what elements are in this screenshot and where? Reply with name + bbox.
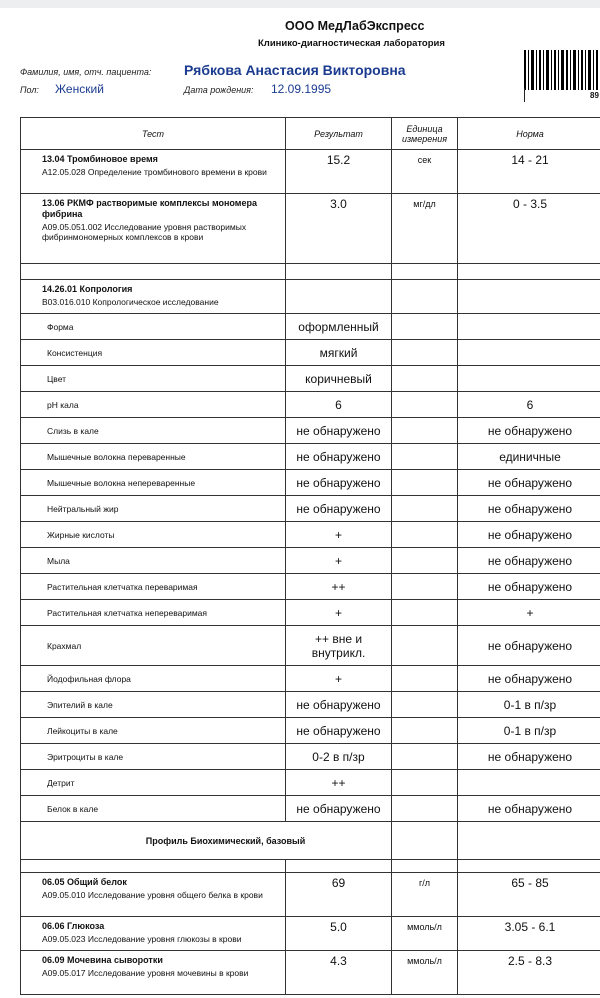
param-name: Эпителий в кале — [21, 692, 286, 718]
param-result: мягкий — [286, 340, 392, 366]
table-row — [21, 796, 600, 822]
param-norm: не обнаружено — [458, 522, 600, 548]
param-name: Жирные кислоты — [21, 522, 286, 548]
param-result: + — [286, 600, 392, 626]
table-row — [21, 692, 600, 718]
test-unit: сек — [392, 150, 458, 194]
test-code: A09.05.017 Исследование уровня мочевины в крови — [42, 968, 249, 978]
param-result: не обнаружено — [286, 796, 392, 822]
param-norm — [458, 314, 600, 340]
test-name: 06.05 Общий белок — [42, 877, 127, 887]
test-unit: ммоль/л — [392, 917, 458, 951]
col-unit: Единица измерения — [392, 118, 458, 150]
test-norm: 14 - 21 — [458, 150, 600, 194]
table-row — [21, 194, 600, 264]
param-result: ++ вне и внутрикл. — [286, 626, 392, 666]
barcode-number: 89 — [590, 91, 599, 100]
param-unit — [392, 600, 458, 626]
test-result: 5.0 — [286, 917, 392, 951]
test-result: 15.2 — [286, 150, 392, 194]
param-norm — [458, 366, 600, 392]
param-norm: единичные — [458, 444, 600, 470]
table-row — [21, 522, 600, 548]
org-name: ООО МедЛабЭкспресс — [285, 19, 425, 33]
dob-value: 12.09.1995 — [271, 82, 332, 96]
table-row — [21, 600, 600, 626]
table-row — [21, 366, 600, 392]
param-unit — [392, 340, 458, 366]
param-name: Форма — [21, 314, 286, 340]
spacer-row — [21, 264, 600, 280]
param-norm: не обнаружено — [458, 496, 600, 522]
spacer-row — [21, 860, 600, 873]
test-name: 14.26.01 Копрология — [42, 284, 133, 294]
test-code: A09.05.051.002 Исследование уровня растворимых фибринмономерных комплексов в крови — [42, 222, 247, 242]
table-row — [21, 470, 600, 496]
test-result: 69 — [286, 873, 392, 917]
param-unit — [392, 744, 458, 770]
param-name: Мыла — [21, 548, 286, 574]
test-norm: 3.05 - 6.1 — [458, 917, 600, 951]
param-unit — [392, 522, 458, 548]
patient-name: Рябкова Анастасия Викторовна — [184, 62, 406, 78]
test-name: 06.09 Мочевина сыворотки — [42, 955, 163, 965]
test-norm: 0 - 3.5 — [458, 194, 600, 264]
param-norm: не обнаружено — [458, 470, 600, 496]
param-result: ++ — [286, 574, 392, 600]
test-name: 13.04 Тромбиновое время — [42, 154, 158, 164]
test-norm: 65 - 85 — [458, 873, 600, 917]
param-name: Консистенция — [21, 340, 286, 366]
table-row — [21, 418, 600, 444]
table-row — [21, 574, 600, 600]
param-name: Мышечные волокна переваренные — [21, 444, 286, 470]
table-row — [21, 770, 600, 796]
param-name: Йодофильная флора — [21, 666, 286, 692]
test-code: A12.05.028 Определение тромбинового времени в крови — [42, 167, 267, 177]
test-unit: ммоль/л — [392, 951, 458, 995]
param-norm: 0-1 в п/зр — [458, 692, 600, 718]
table-row — [21, 340, 600, 366]
param-result: не обнаружено — [286, 718, 392, 744]
test-code: A09.05.023 Исследование уровня глюкозы в крови — [42, 934, 242, 944]
test-result: 3.0 — [286, 194, 392, 264]
param-unit — [392, 626, 458, 666]
dob-label: Дата рождения: — [184, 85, 254, 95]
patient-label: Фамилия, имя, отч. пациента: — [20, 67, 152, 77]
table-row — [21, 444, 600, 470]
table-row — [21, 548, 600, 574]
param-result: ++ — [286, 770, 392, 796]
param-name: Слизь в кале — [21, 418, 286, 444]
barcode — [524, 50, 600, 90]
param-name: Эритроциты в кале — [21, 744, 286, 770]
section-row — [21, 280, 600, 314]
param-name: Цвет — [21, 366, 286, 392]
table-row — [21, 917, 600, 951]
test-name: 06.06 Глюкоза — [42, 921, 105, 931]
param-unit — [392, 314, 458, 340]
param-unit — [392, 418, 458, 444]
param-result: коричневый — [286, 366, 392, 392]
profile-title: Профиль Биохимический, базовый — [21, 822, 392, 860]
profile-row — [21, 822, 600, 860]
test-unit: мг/дл — [392, 194, 458, 264]
param-unit — [392, 496, 458, 522]
sex-value: Женский — [55, 82, 104, 96]
table-row — [21, 392, 600, 418]
table-row — [21, 496, 600, 522]
param-name: Растительная клетчатка переваримая — [21, 574, 286, 600]
param-unit — [392, 796, 458, 822]
test-name: 13.06 РКМФ растворимые комплексы мономера фибрина — [42, 198, 257, 219]
param-name: Лейкоциты в кале — [21, 718, 286, 744]
param-result: оформленный — [286, 314, 392, 340]
param-result: + — [286, 522, 392, 548]
param-name: Мышечные волокна непереваренные — [21, 470, 286, 496]
param-norm: не обнаружено — [458, 666, 600, 692]
test-unit: г/л — [392, 873, 458, 917]
test-code: A09.05.010 Исследование уровня общего белка в крови — [42, 890, 263, 900]
param-result: не обнаружено — [286, 470, 392, 496]
param-unit — [392, 392, 458, 418]
param-norm: 6 — [458, 392, 600, 418]
param-result: не обнаружено — [286, 418, 392, 444]
test-norm: 2.5 - 8.3 — [458, 951, 600, 995]
param-norm: 0-1 в п/зр — [458, 718, 600, 744]
param-unit — [392, 366, 458, 392]
param-result: 6 — [286, 392, 392, 418]
param-result: не обнаружено — [286, 692, 392, 718]
param-name: Детрит — [21, 770, 286, 796]
param-unit — [392, 770, 458, 796]
param-unit — [392, 666, 458, 692]
param-name: Растительная клетчатка непереваримая — [21, 600, 286, 626]
sex-label: Пол: — [20, 85, 39, 95]
param-name: pH кала — [21, 392, 286, 418]
lab-name: Клинико-диагностическая лаборатория — [258, 38, 445, 49]
top-strip — [0, 0, 600, 8]
table-row — [21, 314, 600, 340]
param-result: + — [286, 548, 392, 574]
table-row — [21, 150, 600, 194]
param-norm: + — [458, 600, 600, 626]
col-result: Результат — [286, 118, 392, 150]
test-result: 4.3 — [286, 951, 392, 995]
param-unit — [392, 444, 458, 470]
param-name: Нейтральный жир — [21, 496, 286, 522]
param-norm: не обнаружено — [458, 574, 600, 600]
param-result: + — [286, 666, 392, 692]
col-norm: Норма — [458, 118, 600, 150]
param-unit — [392, 692, 458, 718]
param-norm: не обнаружено — [458, 548, 600, 574]
barcode-frame — [524, 88, 525, 102]
param-norm: не обнаружено — [458, 744, 600, 770]
table-row — [21, 626, 600, 666]
param-norm: не обнаружено — [458, 418, 600, 444]
table-row — [21, 951, 600, 995]
param-norm: не обнаружено — [458, 626, 600, 666]
table-row — [21, 873, 600, 917]
param-name: Крахмал — [21, 626, 286, 666]
table-row — [21, 666, 600, 692]
table-header — [21, 118, 600, 150]
param-name: Белок в кале — [21, 796, 286, 822]
param-unit — [392, 718, 458, 744]
param-norm — [458, 340, 600, 366]
results-table — [20, 117, 600, 995]
param-result: не обнаружено — [286, 496, 392, 522]
param-norm — [458, 770, 600, 796]
coprology-rows — [21, 314, 600, 822]
param-unit — [392, 548, 458, 574]
table-row — [21, 744, 600, 770]
param-result: 0-2 в п/зр — [286, 744, 392, 770]
param-result: не обнаружено — [286, 444, 392, 470]
test-code: B03.016.010 Копрологическое исследование — [42, 297, 219, 307]
table-row — [21, 718, 600, 744]
param-unit — [392, 574, 458, 600]
col-test: Тест — [21, 118, 286, 150]
param-unit — [392, 470, 458, 496]
param-norm: не обнаружено — [458, 796, 600, 822]
